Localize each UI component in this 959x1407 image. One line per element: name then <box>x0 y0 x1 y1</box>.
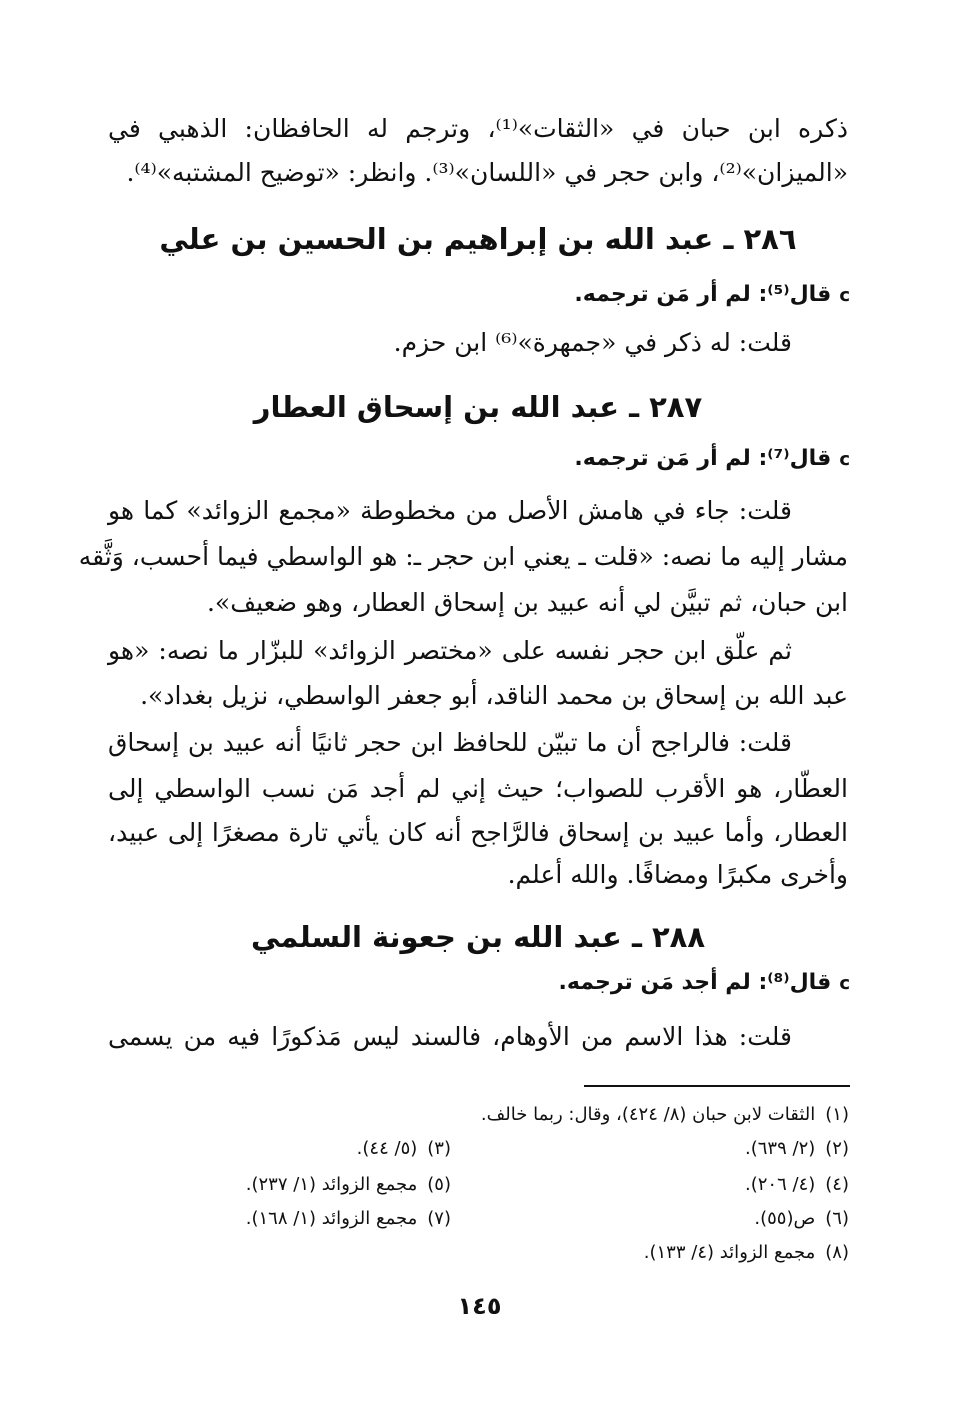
entry-287-line-9: وأخرى مكبرًا ومضافًا. والله أعلم. <box>507 860 848 889</box>
entry-288-title: ٢٨٨ ـ عبد الله بن جعونة السلمي <box>250 920 706 954</box>
footnote-text: (٢/ ٦٣٩). <box>745 1138 816 1159</box>
footnote-number: (٣) <box>427 1138 451 1159</box>
intro-line-1: ذكره ابن حبان في «الثقات»⁽¹⁾، وترجم له الحافظان: الذهبي في <box>108 114 848 143</box>
entry-287-line-7: العطّار، هو الأقرب للصواب؛ حيث إني لم أجد مَن نسب الواسطي إلى <box>108 774 848 803</box>
footnote-text: مجمع الزوائد (١/ ١٦٨). <box>245 1208 418 1229</box>
footnote-text: (٤/ ٢٠٦). <box>745 1174 816 1195</box>
page-number: ١٤٥ <box>457 1292 502 1320</box>
footnote-number: (٨) <box>825 1242 849 1263</box>
footnote-number: (٧) <box>427 1208 451 1229</box>
entry-288-qal-text: قال⁽⁸⁾: لم أجد مَن ترجمه. <box>558 970 832 995</box>
footnote-text: الثقات لابن حبان (٨/ ٤٢٤)، وقال: ربما خالف. <box>480 1104 816 1125</box>
footnote-2 <box>745 1138 849 1159</box>
footnote-5 <box>246 1174 451 1195</box>
entry-287-line-1: قلت: جاء في هامش الأصل من مخطوطة «مجمع الزوائد» كما هو <box>108 496 792 525</box>
footnote-6 <box>754 1208 849 1229</box>
bullet-icon: c <box>839 973 850 994</box>
entry-288-line-1: قلت: هذا الاسم من الأوهام، فالسند ليس مَذكورًا فيه من يسمى <box>108 1022 792 1051</box>
entry-287-line-4: ثم علّق ابن حجر نفسه على «مختصر الزوائد» للبزّار ما نصه: «هو <box>108 636 792 665</box>
footnote-separator <box>584 1085 850 1087</box>
entry-287-line-8: العطار، وأما عبيد بن إسحاق فالرَّاجح أنه كان يأتي تارة مصغرًا إلى عبيد، <box>108 818 848 847</box>
entry-287-title: ٢٨٧ ـ عبد الله بن إسحاق العطار <box>253 390 703 424</box>
footnote-number: (٢) <box>825 1138 849 1159</box>
footnote-4 <box>745 1174 849 1195</box>
entry-287-line-2: مشار إليه ما نصه: «قلت ـ يعني ابن حجر ـ: هو الواسطي فيما أحسب، وَثَّقه <box>78 542 848 571</box>
intro-line-2: «الميزان»⁽²⁾، وابن حجر في «اللسان»⁽³⁾. وانظر: «توضيح المشتبه»⁽⁴⁾. <box>126 158 848 187</box>
footnote-7 <box>246 1208 451 1229</box>
bullet-icon: c <box>839 449 850 470</box>
entry-288-qal <box>108 970 850 995</box>
entry-287-line-3: ابن حبان، ثم تبيَّن لي أنه عبيد بن إسحاق العطار، وهو ضعيف». <box>206 588 848 617</box>
entry-286-title: ٢٨٦ ـ عبد الله بن إبراهيم بن الحسين بن علي <box>159 222 797 256</box>
entry-286-qal <box>108 282 850 307</box>
footnote-8 <box>644 1242 849 1263</box>
entry-287-line-6: قلت: فالراجح أن ما تبيّن للحافظ ابن حجر ثانيًا أنه عبيد بن إسحاق <box>108 728 792 757</box>
footnote-text: مجمع الزوائد (١/ ٢٣٧). <box>245 1174 418 1195</box>
entry-286-line-1: قلت: له ذكر في «جمهرة»⁽⁶⁾ ابن حزم. <box>393 328 792 357</box>
footnote-text: ص(٥٥). <box>754 1208 816 1229</box>
footnote-3 <box>357 1138 451 1159</box>
bullet-icon: c <box>839 285 850 306</box>
footnote-number: (١) <box>825 1104 849 1125</box>
entry-287-qal <box>108 446 850 471</box>
footnote-number: (٦) <box>825 1208 849 1229</box>
footnote-text: مجمع الزوائد (٤/ ١٣٣). <box>643 1242 816 1263</box>
footnote-text: (٥/ ٤٤). <box>356 1138 418 1159</box>
footnote-number: (٥) <box>427 1174 451 1195</box>
entry-287-line-5: عبد الله بن إسحاق بن محمد الناقد، أبو جعفر الواسطي، نزيل بغداد». <box>140 681 848 710</box>
entry-286-qal-text: قال⁽⁵⁾: لم أر مَن ترجمه. <box>574 282 832 307</box>
entry-287-qal-text: قال⁽⁷⁾: لم أر مَن ترجمه. <box>574 446 832 471</box>
footnote-1 <box>481 1104 849 1125</box>
footnote-number: (٤) <box>825 1174 849 1195</box>
